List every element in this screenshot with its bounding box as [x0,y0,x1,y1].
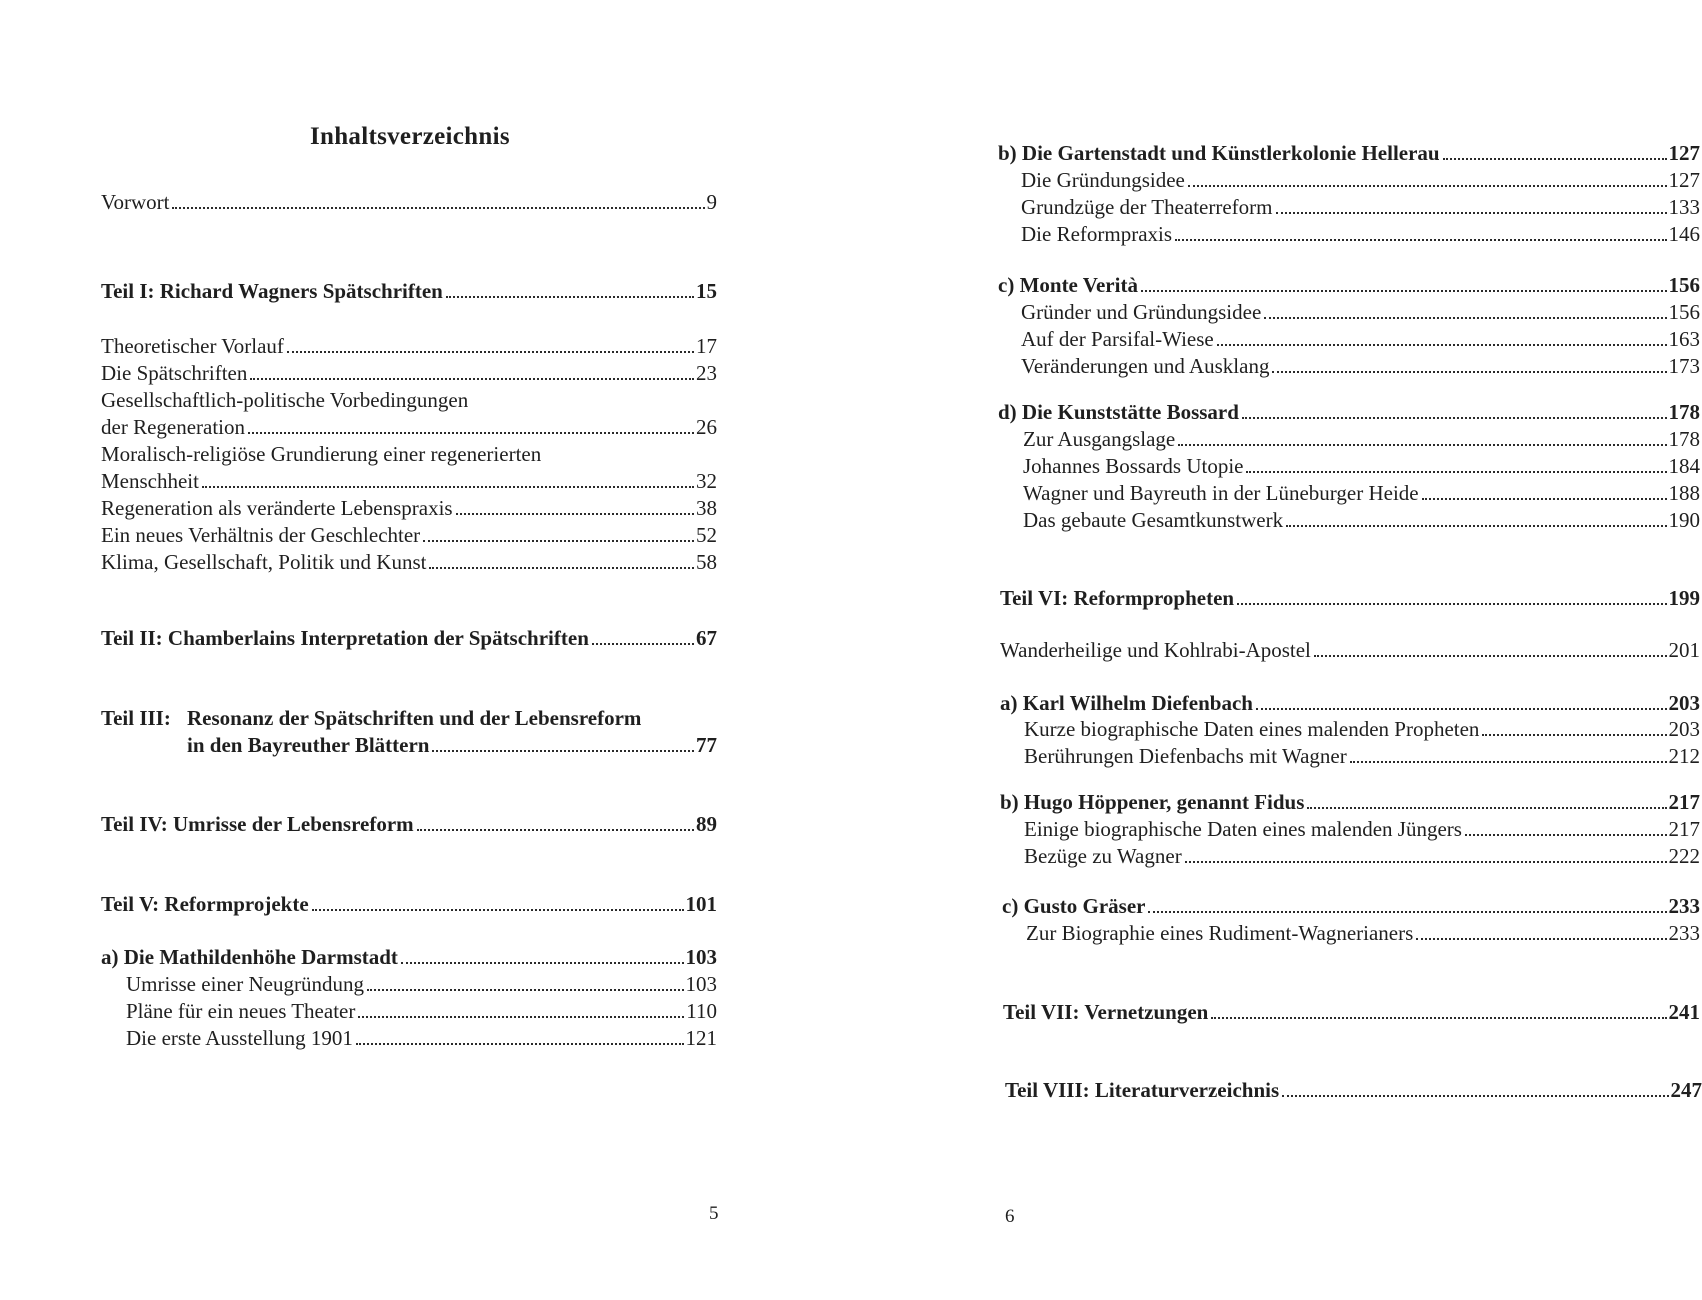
toc-entry-spaetschriften[interactable] [101,360,717,387]
entry-title: Umrisse einer Neugründung [126,972,364,996]
entry-page: 190 [1668,508,1700,532]
entry-page: 173 [1668,354,1700,378]
toc-entry-plaene[interactable] [126,998,717,1025]
toc-entry-monte-verita[interactable] [998,272,1700,299]
toc-entry-umrisse[interactable] [126,971,717,998]
entry-page: 127 [1668,168,1700,192]
dot-leader [1314,654,1667,657]
entry-page: 38 [696,496,717,520]
toc-entry-gruendungsidee[interactable] [1021,167,1700,194]
toc-entry-diefenbach[interactable] [1000,690,1700,717]
dot-leader [1350,760,1667,763]
toc-entry-graeser[interactable] [1002,893,1700,920]
entry-title: a) Karl Wilhelm Diefenbach [1000,691,1253,715]
entry-title: Einige biographische Daten eines malenden Jüngers [1024,817,1462,841]
toc-entry-teil-1[interactable] [101,278,717,305]
dot-leader [1211,1016,1666,1019]
entry-page: 26 [696,415,717,439]
dot-leader [1282,1094,1668,1097]
dot-leader [1416,937,1666,940]
entry-page: 203 [1668,691,1700,715]
right-page [843,0,1702,1300]
entry-title: Ein neues Verhältnis der Geschlechter [101,523,421,547]
toc-entry-mathildenhoehe[interactable] [101,944,717,971]
toc-entry-teil-4[interactable] [101,811,717,838]
dot-leader [1188,184,1667,187]
dot-leader [432,749,694,752]
toc-entry-geschlechter[interactable] [101,522,717,549]
toc-entry-kurze-daten[interactable] [1024,716,1700,743]
entry-page: 241 [1668,1000,1700,1024]
toc-entry-teil-3-label: Teil III: [101,706,171,730]
entry-title: Teil II: Chamberlains Interpretation der Spätschriften [101,626,589,650]
toc-entry-vorlauf[interactable] [101,333,717,360]
toc-entry-teil-7[interactable] [1003,999,1700,1026]
dot-leader [1141,289,1667,292]
entry-page: 110 [686,999,717,1023]
dot-leader [417,828,694,831]
entry-page: 103 [685,945,717,969]
toc-entry-wanderheilige[interactable] [1000,637,1700,664]
entry-title: Regeneration als veränderte Lebenspraxis [101,496,453,520]
toc-entry-teil-6[interactable] [1000,585,1700,612]
toc-entry-parsifal[interactable] [1021,326,1700,353]
entry-title: Die Reformpraxis [1021,222,1173,246]
entry-page: 52 [696,523,717,547]
entry-title: Die Gründungsidee [1021,168,1185,192]
dot-leader [1185,860,1667,863]
entry-title: Auf der Parsifal-Wiese [1021,327,1214,351]
entry-page: 101 [685,892,717,916]
toc-entry-fidus[interactable] [1000,789,1700,816]
entry-title: Zur Ausgangslage [1023,427,1176,451]
entry-title: Grundzüge der Theaterreform [1021,195,1273,219]
entry-title: der Regeneration [101,415,246,439]
entry-title: Die erste Ausstellung 1901 [126,1026,353,1050]
toc-entry-teil-5[interactable] [101,891,717,918]
dot-leader [1178,443,1666,446]
entry-page: 121 [685,1026,717,1050]
entry-page: 32 [696,469,717,493]
dot-leader [1272,370,1666,373]
dot-leader [1256,707,1667,710]
dot-leader [1286,524,1666,527]
toc-title: Inhaltsverzeichnis [310,123,510,150]
entry-title: Vorwort [101,190,170,214]
entry-page: 133 [1668,195,1700,219]
dot-leader [1264,316,1666,319]
dot-leader [1443,157,1667,160]
toc-entry-gesellschaft-line1: Gesellschaftlich-politische Vorbedingungen [101,388,469,412]
dot-leader [423,539,694,542]
entry-page: 201 [1668,638,1700,662]
toc-entry-regeneration[interactable] [101,495,717,522]
toc-entry-veraenderungen[interactable] [1021,353,1700,380]
dot-leader [456,512,694,515]
dot-leader [356,1042,684,1045]
toc-entry-grundzuege[interactable] [1021,194,1700,221]
dot-leader [1175,238,1666,241]
entry-page: 58 [696,550,717,574]
dot-leader [1307,806,1666,809]
entry-title: b) Die Gartenstadt und Künstlerkolonie Hellerau [998,141,1440,165]
entry-page: 178 [1668,427,1700,451]
dot-leader [287,350,694,353]
entry-title: b) Hugo Höppener, genannt Fidus [1000,790,1305,814]
toc-entry-gruender[interactable] [1021,299,1700,326]
dot-leader [401,961,684,964]
toc-entry-teil-2[interactable] [101,625,717,652]
dot-leader [1465,833,1667,836]
entry-page: 233 [1668,921,1700,945]
dot-leader [1242,416,1667,419]
toc-entry-teil-3-line1: Resonanz der Spätschriften und der Lebensreform [187,706,642,730]
entry-title: Menschheit [101,469,199,493]
toc-entry-heide[interactable] [1023,480,1700,507]
entry-title: Wagner und Bayreuth in der Lüneburger Heide [1023,481,1419,505]
dot-leader [367,988,684,991]
entry-page: 217 [1668,817,1700,841]
entry-title: Johannes Bossards Utopie [1023,454,1244,478]
dot-leader [1422,497,1667,500]
dot-leader [446,295,694,298]
dot-leader [1237,602,1666,605]
entry-title: Teil VI: Reformpropheten [1000,586,1235,610]
entry-page: 89 [696,812,717,836]
dot-leader [1217,343,1667,346]
toc-entry-teil-8[interactable] [1005,1077,1702,1104]
dot-leader [1276,211,1667,214]
entry-title: Klima, Gesellschaft, Politik und Kunst [101,550,427,574]
toc-entry-rudiment[interactable] [1026,920,1700,947]
entry-title: Bezüge zu Wagner [1024,844,1182,868]
entry-title: Gründer und Gründungsidee [1021,300,1262,324]
entry-page: 127 [1668,141,1700,165]
dot-leader [312,908,684,911]
toc-entry-moral-line1: Moralisch-religiöse Grundierung einer regenerierten [101,442,542,466]
entry-page: 156 [1668,300,1700,324]
entry-title: Die Spätschriften [101,361,248,385]
entry-page: 233 [1668,894,1700,918]
toc-entry-einige-daten[interactable] [1024,816,1700,843]
entry-title: a) Die Mathildenhöhe Darmstadt [101,945,398,969]
entry-title: Zur Biographie eines Rudiment-Wagnerianers [1026,921,1414,945]
toc-entry-ausstellung[interactable] [126,1025,717,1052]
toc-entry-gesellschaft[interactable] [101,414,717,441]
dot-leader [429,566,694,569]
dot-leader [1246,470,1666,473]
entry-page: 203 [1668,717,1700,741]
entry-title: Berührungen Diefenbachs mit Wagner [1024,744,1347,768]
entry-page: 17 [696,334,717,358]
entry-title: c) Monte Verità [998,273,1138,297]
entry-page: 247 [1670,1078,1702,1102]
left-page [0,0,842,1300]
dot-leader [172,206,704,209]
entry-page: 23 [696,361,717,385]
entry-title: in den Bayreuther Blättern [187,733,430,757]
page-number: 5 [709,1203,719,1224]
entry-title: c) Gusto Gräser [1002,894,1146,918]
entry-page: 9 [706,190,717,214]
dot-leader [202,485,694,488]
entry-page: 184 [1668,454,1700,478]
toc-entry-vorwort[interactable] [101,189,717,216]
entry-title: Das gebaute Gesamtkunstwerk [1023,508,1284,532]
entry-title: d) Die Kunststätte Bossard [998,400,1239,424]
page-number: 6 [1005,1206,1015,1227]
entry-page: 67 [696,626,717,650]
entry-page: 146 [1668,222,1700,246]
toc-entry-bossard[interactable] [998,399,1700,426]
dot-leader [1148,910,1666,913]
entry-title: Teil I: Richard Wagners Spätschriften [101,279,443,303]
dot-leader [358,1015,684,1018]
toc-entry-moral[interactable] [101,468,717,495]
entry-page: 103 [685,972,717,996]
entry-page: 156 [1668,273,1700,297]
dot-leader [248,431,694,434]
entry-page: 15 [696,279,717,303]
dot-leader [592,642,694,645]
toc-entry-klima[interactable] [101,549,717,576]
dot-leader [250,377,694,380]
entry-title: Teil VIII: Literaturverzeichnis [1005,1078,1280,1102]
entry-page: 77 [696,733,717,757]
toc-entry-ausgangslage[interactable] [1023,426,1700,453]
entry-title: Teil VII: Vernetzungen [1003,1000,1209,1024]
entry-page: 212 [1668,744,1700,768]
entry-title: Teil IV: Umrisse der Lebensreform [101,812,414,836]
entry-title: Teil V: Reformprojekte [101,892,309,916]
toc-entry-hellerau[interactable] [998,140,1700,167]
entry-page: 188 [1668,481,1700,505]
entry-page: 199 [1668,586,1700,610]
entry-title: Wanderheilige und Kohlrabi-Apostel [1000,638,1311,662]
entry-page: 217 [1668,790,1700,814]
entry-page: 163 [1668,327,1700,351]
entry-title: Kurze biographische Daten eines malenden Propheten [1024,717,1480,741]
entry-page: 222 [1668,844,1700,868]
toc-entry-utopie[interactable] [1023,453,1700,480]
entry-page: 178 [1668,400,1700,424]
toc-entry-reformpraxis[interactable] [1021,221,1700,248]
entry-title: Pläne für ein neues Theater [126,999,356,1023]
toc-entry-beruehrungen[interactable] [1024,743,1700,770]
toc-entry-gesamtkunstwerk[interactable] [1023,507,1700,534]
toc-entry-teil-3[interactable] [187,732,717,759]
entry-title: Veränderungen und Ausklang [1021,354,1270,378]
entry-title: Theoretischer Vorlauf [101,334,284,358]
dot-leader [1482,733,1666,736]
toc-entry-bezuege[interactable] [1024,843,1700,870]
